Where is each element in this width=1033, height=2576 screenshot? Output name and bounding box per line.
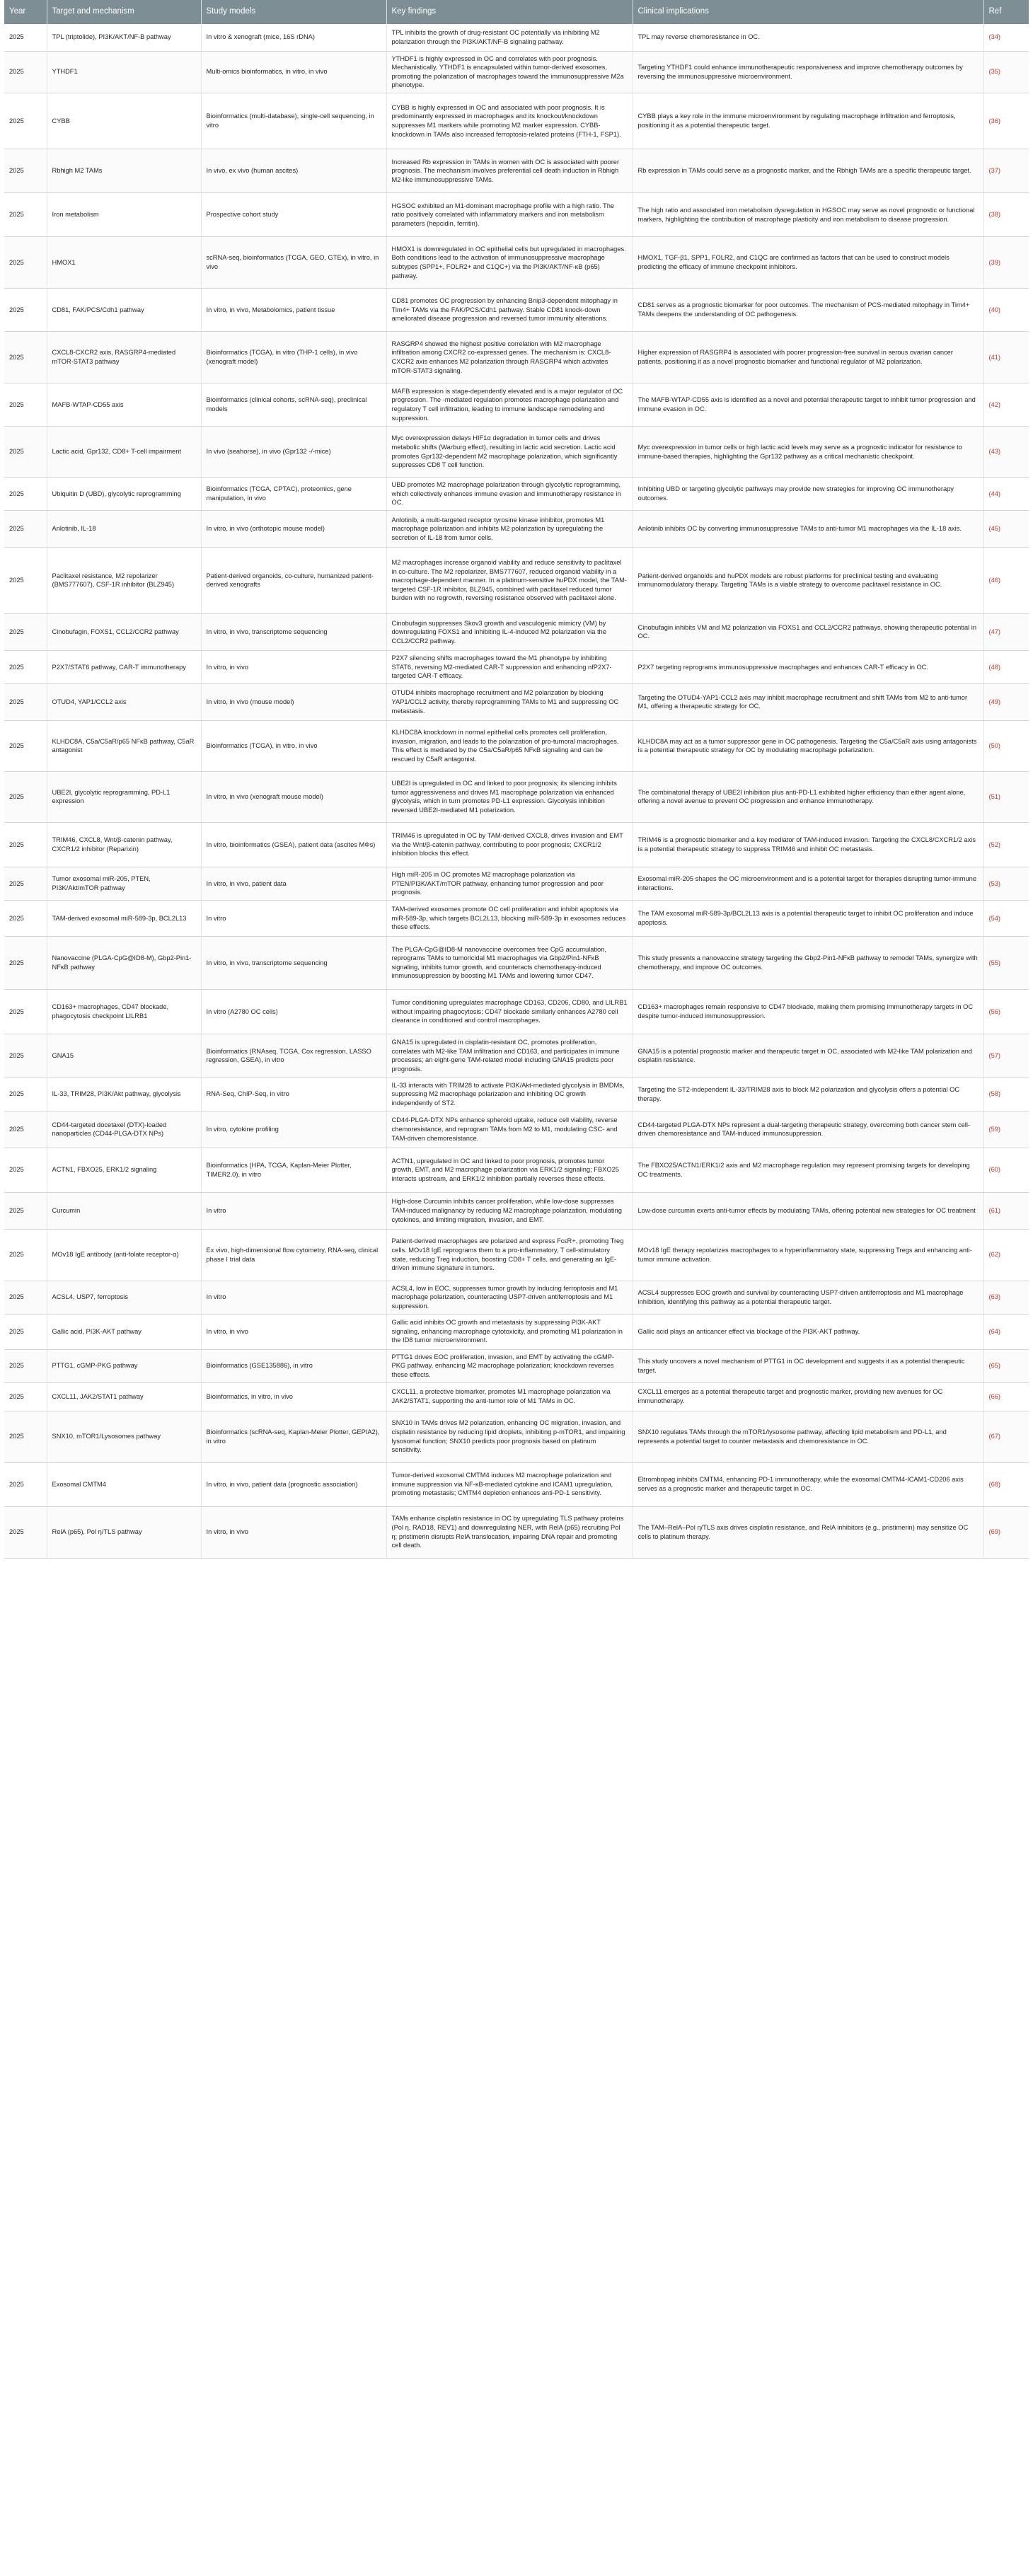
study-models-cell: Bioinformatics (HPA, TCGA, Kaplan-Meier Plotter, TIMER2.0), in vitro [201, 1148, 386, 1192]
year-cell: 2025 [4, 1382, 47, 1411]
year-cell: 2025 [4, 613, 47, 650]
table-row [4, 1314, 1029, 1349]
study-models-cell: In vitro, in vivo (mouse model) [201, 683, 386, 720]
table-row [4, 427, 1029, 478]
year-cell: 2025 [4, 478, 47, 511]
study-models-cell: In vitro, in vivo, Metabolomics, patient tissue [201, 289, 386, 332]
ref-cell: (46) [983, 547, 1029, 613]
table-row [4, 613, 1029, 650]
table-row [4, 1034, 1029, 1078]
clinical-implications-cell: HMOX1, TGF-β1, SPP1, FOLR2, and C1QC are confirmed as factors that can be used to construct models predicting the efficacy of immune checkpoint inhibitors. [633, 237, 983, 289]
table-row [4, 24, 1029, 51]
clinical-implications-cell: KLHDC8A may act as a tumor suppressor gene in OC pathogenesis. Targeting the C5a/C5aR axis using antagonists is a potential therapeutic strategy for OC by modulating macrophage polarization. [633, 720, 983, 771]
study-models-cell: Bioinformatics (TCGA), in vitro, in vivo [201, 720, 386, 771]
key-findings-cell: RASGRP4 showed the highest positive correlation with M2 macrophage infiltration among CXCR2 co-expressed genes. The mechanism is: CXCL8-CXCR2 axis enhances M2 polarization through RASGRP4 which activates mTOR-STAT3 signaling. [386, 332, 633, 383]
target-cell: HMOX1 [47, 237, 201, 289]
table-row [4, 822, 1029, 867]
ref-cell: (52) [983, 822, 1029, 867]
clinical-implications-cell: Targeting the ST2-independent IL-33/TRIM28 axis to block M2 polarization and glycolysis offers a potential OC therapy. [633, 1078, 983, 1111]
ref-cell: (63) [983, 1281, 1029, 1314]
target-cell: CXCL8-CXCR2 axis, RASGRP4-mediated mTOR-STAT3 pathway [47, 332, 201, 383]
table-row [4, 683, 1029, 720]
ref-cell: (45) [983, 510, 1029, 547]
year-cell: 2025 [4, 332, 47, 383]
year-cell: 2025 [4, 427, 47, 478]
clinical-implications-cell: CYBB plays a key role in the immune microenvironment by regulating macrophage infiltration and ferroptosis, positioning it as a potential therapeutic target. [633, 93, 983, 149]
clinical-implications-cell: The TAM–RelA–Pol η/TLS axis drives cisplatin resistance, and RelA inhibitors (e.g., pristimerin) may sensitize OC cells to platinum therapy. [633, 1506, 983, 1558]
key-findings-cell: Tumor conditioning upregulates macrophage CD163, CD206, CD80, and LILRB1 without impairing phagocytosis; CD47 blockade similarly enhances A2780 cell clearance in conditioned and control macrophages. [386, 989, 633, 1034]
target-cell: CYBB [47, 93, 201, 149]
target-cell: Cinobufagin, FOXS1, CCL2/CCR2 pathway [47, 613, 201, 650]
target-cell: TRIM46, CXCL8, Wnt/β-catenin pathway, CXCR1/2 inhibitor (Reparixin) [47, 822, 201, 867]
study-models-cell: Bioinformatics, in vitro, in vivo [201, 1382, 386, 1411]
study-models-cell: In vitro, in vivo [201, 650, 386, 683]
key-findings-cell: KLHDC8A knockdown in normal epithelial cells promotes cell proliferation, invasion, migration, and leads to the polarization of pro-tumoral macrophages. This effect is mediated by the C5a/C5aR/p65 NFκB signaling and can be rescued by C5aR antagonist. [386, 720, 633, 771]
key-findings-cell: Myc overexpression delays HIF1α degradation in tumor cells and drives metabolic shifts (Warburg effect), resulting in lactic acid secretion. Lactic acid promotes Gpr132-dependent M2 macrophage polarization, which significantly suppresses CD8 T cell function. [386, 427, 633, 478]
year-cell: 2025 [4, 989, 47, 1034]
clinical-implications-cell: The high ratio and associated iron metabolism dysregulation in HGSOC may serve as novel prognostic or functional markers, highlighting the contribution of macrophage plasticity and iron metabolism to disease progression. [633, 193, 983, 237]
target-cell: Gallic acid, PI3K-AKT pathway [47, 1314, 201, 1349]
study-models-cell: In vitro, in vivo [201, 1314, 386, 1349]
key-findings-cell: M2 macrophages increase organoid viability and reduce sensitivity to paclitaxel in co-culture. The M2 repolarizer, BMS777607, reduced organoid viability in a macrophage-dependent manner. In a platinum-sensitive huPDX model, the TAM-targeted CSF-1R inhibitor, BLZ945, combined with paclitaxel reduced tumor burden with no regrowth, reversing resistance observed with paclitaxel alone. [386, 547, 633, 613]
ref-cell: (56) [983, 989, 1029, 1034]
clinical-implications-cell: SNX10 regulates TAMs through the mTOR1/lysosome pathway, affecting lipid metabolism and PD-L1, and represents a potential target to counter metastasis and chemoresistance in OC. [633, 1411, 983, 1462]
table-row [4, 867, 1029, 900]
clinical-implications-cell: Cinobufagin inhibits VM and M2 polarization via FOXS1 and CCL2/CCR2 pathways, showing therapeutic potential in OC. [633, 613, 983, 650]
target-cell: ACSL4, USP7, ferroptosis [47, 1281, 201, 1314]
ref-cell: (65) [983, 1349, 1029, 1382]
study-models-cell: In vitro (A2780 OC cells) [201, 989, 386, 1034]
target-cell: Iron metabolism [47, 193, 201, 237]
key-findings-cell: High-dose Curcumin inhibits cancer proliferation, while low-dose suppresses TAM-induced malignancy by reducing M2 macrophage polarization, modulating cytokines, and limiting migration, invasion, and EMT. [386, 1192, 633, 1229]
ref-cell: (59) [983, 1111, 1029, 1148]
ref-cell: (62) [983, 1229, 1029, 1281]
year-cell: 2025 [4, 683, 47, 720]
target-cell: Exosomal CMTM4 [47, 1462, 201, 1506]
table-row [4, 720, 1029, 771]
study-models-cell: Prospective cohort study [201, 193, 386, 237]
key-findings-cell: P2X7 silencing shifts macrophages toward the M1 phenotype by inhibiting STAT6, reversing M2-mediated CAR-T suppression and enhancing nfP2X7-targeted CAR-T efficacy. [386, 650, 633, 683]
table-header [4, 0, 1029, 24]
ref-cell: (36) [983, 93, 1029, 149]
header-clinical-implications: Clinical implications [633, 0, 983, 24]
table-row [4, 193, 1029, 237]
target-cell: Curcumin [47, 1192, 201, 1229]
clinical-implications-cell: ACSL4 suppresses EOC growth and survival by counteracting USP7-driven antiferroptosis and M1 macrophage inhibition, identifying this pathway as a potential therapeutic target. [633, 1281, 983, 1314]
table-row [4, 989, 1029, 1034]
study-models-cell: In vivo, ex vivo (human ascites) [201, 149, 386, 193]
header-key-findings: Key findings [386, 0, 633, 24]
table-row [4, 51, 1029, 93]
table-row [4, 1506, 1029, 1558]
study-models-cell: scRNA-seq, bioinformatics (TCGA, GEO, GTEx), in vitro, in vivo [201, 237, 386, 289]
study-models-cell: In vitro, in vivo [201, 1506, 386, 1558]
target-cell: MOv18 IgE antibody (anti-folate receptor-α) [47, 1229, 201, 1281]
year-cell: 2025 [4, 289, 47, 332]
study-models-cell: In vitro, in vivo, transcriptome sequencing [201, 613, 386, 650]
clinical-implications-cell: Targeting YTHDF1 could enhance immunotherapeutic responsiveness and improve chemotherapy outcomes by reversing the immunosuppressive microenvironment. [633, 51, 983, 93]
year-cell: 2025 [4, 822, 47, 867]
ref-cell: (53) [983, 867, 1029, 900]
key-findings-cell: TAMs enhance cisplatin resistance in OC by upregulating TLS pathway proteins (Pol η, RAD18, REV1) and downregulating NER, with RelA (p65) recruiting Pol η; pristimerin disrupts RelA translocation, impairing DNA repair and promoting cell death. [386, 1506, 633, 1558]
year-cell: 2025 [4, 1192, 47, 1229]
year-cell: 2025 [4, 1229, 47, 1281]
ref-cell: (34) [983, 24, 1029, 51]
ref-cell: (58) [983, 1078, 1029, 1111]
target-cell: Ubiquitin D (UBD), glycolytic reprogramming [47, 478, 201, 511]
ref-cell: (44) [983, 478, 1029, 511]
year-cell: 2025 [4, 720, 47, 771]
study-models-cell: Bioinformatics (scRNA-seq, Kaplan-Meier Plotter, GEPIA2), in vitro [201, 1411, 386, 1462]
study-models-cell: Bioinformatics (TCGA, CPTAC), proteomics, gene manipulation, in vivo [201, 478, 386, 511]
ref-cell: (48) [983, 650, 1029, 683]
year-cell: 2025 [4, 900, 47, 936]
study-models-cell: In vitro & xenograft (mice, 16S rDNA) [201, 24, 386, 51]
header-row [4, 0, 1029, 24]
target-cell: RelA (p65), Pol η/TLS pathway [47, 1506, 201, 1558]
clinical-implications-cell: Higher expression of RASGRP4 is associated with poorer progression-free survival in serous ovarian cancer patients, positioning it as a novel prognostic biomarker and functional regulator of M2 polarization. [633, 332, 983, 383]
table-row [4, 332, 1029, 383]
header-year: Year [4, 0, 47, 24]
study-models-cell: In vitro, in vivo, patient data [201, 867, 386, 900]
key-findings-cell: TRIM46 is upregulated in OC by TAM-derived CXCL8, drives invasion and EMT via the Wnt/β-catenin pathway, contributing to poor prognosis; CXCR1/2 inhibition blocks this effect. [386, 822, 633, 867]
ref-cell: (38) [983, 193, 1029, 237]
ref-cell: (66) [983, 1382, 1029, 1411]
study-models-cell: In vitro, in vivo, transcriptome sequencing [201, 936, 386, 989]
clinical-implications-cell: GNA15 is a potential prognostic marker and therapeutic target in OC, associated with M2-like TAM polarization and cisplatin resistance. [633, 1034, 983, 1078]
target-cell: Nanovaccine (PLGA-CpG@ID8-M), Gbp2-Pin1-NFκB pathway [47, 936, 201, 989]
ref-cell: (55) [983, 936, 1029, 989]
key-findings-cell: CD44-PLGA-DTX NPs enhance spheroid uptake, reduce cell viability, reverse chemoresistance, and reprogram TAMs from M2 to M1, modulating CSC- and TAM-driven chemoresistance. [386, 1111, 633, 1148]
table-row [4, 1078, 1029, 1111]
year-cell: 2025 [4, 383, 47, 427]
study-models-cell: In vitro, cytokine profiling [201, 1111, 386, 1148]
header-study-models: Study models [201, 0, 386, 24]
key-findings-cell: SNX10 in TAMs drives M2 polarization, enhancing OC migration, invasion, and cisplatin resistance by reducing lipid droplets, inhibiting p-mTOR1, and impairing lysosomal function; SNX10 predicts poor prognosis based on platinum sensitivity. [386, 1411, 633, 1462]
target-cell: P2X7/STAT6 pathway, CAR-T immunotherapy [47, 650, 201, 683]
key-findings-cell: YTHDF1 is highly expressed in OC and correlates with poor prognosis. Mechanistically, YTHDF1 is encapsulated within tumor-derived exosomes, promoting the polarization of macrophages toward the immunosuppressive M2a phenotype. [386, 51, 633, 93]
target-cell: CD81, FAK/PCS/Cdh1 pathway [47, 289, 201, 332]
clinical-implications-cell: Myc overexpression in tumor cells or high lactic acid levels may serve as a prognostic indicator for resistance to immune-based therapies, highlighting the Gpr132 pathway as a critical mechanistic checkpoint. [633, 427, 983, 478]
target-cell: PTTG1, cGMP-PKG pathway [47, 1349, 201, 1382]
target-cell: OTUD4, YAP1/CCL2 axis [47, 683, 201, 720]
ref-cell: (41) [983, 332, 1029, 383]
table-row [4, 900, 1029, 936]
ref-cell: (40) [983, 289, 1029, 332]
ref-cell: (37) [983, 149, 1029, 193]
table-row [4, 771, 1029, 822]
key-findings-cell: CXCL11, a protective biomarker, promotes M1 macrophage polarization via JAK2/STAT1, supporting the anti-tumor role of M1 TAMs in OC. [386, 1382, 633, 1411]
ref-cell: (50) [983, 720, 1029, 771]
clinical-implications-cell: Targeting the OTUD4-YAP1-CCL2 axis may inhibit macrophage recruitment and shift TAMs from M2 to anti-tumor M1, offering a therapeutic strategy for OC. [633, 683, 983, 720]
ref-cell: (39) [983, 237, 1029, 289]
key-findings-cell: UBE2I is upregulated in OC and linked to poor prognosis; its silencing inhibits tumor aggressiveness and drives M1 macrophage polarization via enhanced glycolysis, which in turn promotes PD-L1 expression. Glycolysis inhibition reversed UBE2I-mediated M1 polarization. [386, 771, 633, 822]
year-cell: 2025 [4, 149, 47, 193]
header-target: Target and mechanism [47, 0, 201, 24]
key-findings-cell: TPL inhibits the growth of drug-resistant OC potentially via inhibiting M2 polarization through the PI3K/AKT/NF-B signaling pathway. [386, 24, 633, 51]
clinical-implications-cell: CD163+ macrophages remain responsive to CD47 blockade, making them promising immunotherapy targets in OC despite tumor-induced immunosuppression. [633, 989, 983, 1034]
table-body [4, 24, 1029, 1558]
key-findings-cell: Tumor-derived exosomal CMTM4 induces M2 macrophage polarization and immune suppression via NF-κB-mediated cytokine and ICAM1 upregulation, promoting metastasis; CMTM4 depletion enhances anti-PD-1 sensitivity. [386, 1462, 633, 1506]
year-cell: 2025 [4, 1411, 47, 1462]
key-findings-cell: PTTG1 drives EOC proliferation, invasion, and EMT by activating the cGMP-PKG pathway, enhancing M2 macrophage polarization; knockdown reverses these effects. [386, 1349, 633, 1382]
year-cell: 2025 [4, 1506, 47, 1558]
clinical-implications-cell: The TAM exosomal miR-589-3p/BCL2L13 axis is a potential therapeutic target to inhibit OC proliferation and induce apoptosis. [633, 900, 983, 936]
ref-cell: (61) [983, 1192, 1029, 1229]
target-cell: CD44-targeted docetaxel (DTX)-loaded nanoparticles (CD44-PLGA-DTX NPs) [47, 1111, 201, 1148]
key-findings-cell: CYBB is highly expressed in OC and associated with poor prognosis. It is predominantly expressed in macrophages and its knockout/knockdown suppresses M1 markers while promoting M2 marker expression. CYBB-knockdown in TAMs also increased ferroptosis-related proteins (FTH-1, FSP1). [386, 93, 633, 149]
year-cell: 2025 [4, 1349, 47, 1382]
key-findings-cell: IL-33 interacts with TRIM28 to activate PI3K/Akt-mediated glycolysis in BMDMs, suppressing M2 macrophage polarization and inhibiting OC growth independently of ST2. [386, 1078, 633, 1111]
table-row [4, 650, 1029, 683]
table-row [4, 510, 1029, 547]
table-row [4, 1349, 1029, 1382]
table-row [4, 1382, 1029, 1411]
target-cell: GNA15 [47, 1034, 201, 1078]
year-cell: 2025 [4, 193, 47, 237]
year-cell: 2025 [4, 1111, 47, 1148]
study-models-cell: In vitro, bioinformatics (GSEA), patient data (ascites MΦs) [201, 822, 386, 867]
study-models-cell: In vitro, in vivo (xenograft mouse model) [201, 771, 386, 822]
study-models-cell: In vitro [201, 1192, 386, 1229]
target-cell: Anlotinib, IL-18 [47, 510, 201, 547]
ref-cell: (69) [983, 1506, 1029, 1558]
key-findings-cell: UBD promotes M2 macrophage polarization through glycolytic reprogramming, which collectively enhances immune evasion and immunotherapy resistance in OC. [386, 478, 633, 511]
year-cell: 2025 [4, 24, 47, 51]
study-models-cell: Bioinformatics (multi-database), single-cell sequencing, in vitro [201, 93, 386, 149]
key-findings-cell: The PLGA-CpG@ID8-M nanovaccine overcomes free CpG accumulation, reprograms TAMs to tumoricidal M1 macrophages via Gbp2/Pin1-NFκB signaling, inhibits tumor growth, and counteracts chemotherapy-induced immunosuppression by boosting M1 TAMs and lowering tumor CD47. [386, 936, 633, 989]
year-cell: 2025 [4, 237, 47, 289]
year-cell: 2025 [4, 650, 47, 683]
year-cell: 2025 [4, 1034, 47, 1078]
year-cell: 2025 [4, 51, 47, 93]
study-models-cell: RNA-Seq, ChIP-Seq, in vitro [201, 1078, 386, 1111]
key-findings-cell: Gallic acid inhibits OC growth and metastasis by suppressing PI3K-AKT signaling, enhancing macrophage cytotoxicity, and promoting M1 polarization in the ID8 tumor microenvironment. [386, 1314, 633, 1349]
ref-cell: (49) [983, 683, 1029, 720]
table-row [4, 149, 1029, 193]
target-cell: CXCL11, JAK2/STAT1 pathway [47, 1382, 201, 1411]
clinical-implications-cell: Inhibiting UBD or targeting glycolytic pathways may provide new strategies for improving OC immunotherapy outcomes. [633, 478, 983, 511]
study-models-cell: Bioinformatics (clinical cohorts, scRNA-seq), preclinical models [201, 383, 386, 427]
ref-cell: (43) [983, 427, 1029, 478]
clinical-implications-cell: This study uncovers a novel mechanism of PTTG1 in OC development and suggests it as a potential therapeutic target. [633, 1349, 983, 1382]
table-row [4, 383, 1029, 427]
year-cell: 2025 [4, 936, 47, 989]
study-models-cell: In vitro [201, 1281, 386, 1314]
ref-cell: (64) [983, 1314, 1029, 1349]
ref-cell: (60) [983, 1148, 1029, 1192]
clinical-implications-cell: Low-dose curcumin exerts anti-tumor effects by modulating TAMs, offering potential new strategies for OC treatment [633, 1192, 983, 1229]
study-models-cell: In vivo (seahorse), in vivo (Gpr132 -/-mice) [201, 427, 386, 478]
clinical-implications-cell: Eltrombopag inhibits CMTM4, enhancing PD-1 immunotherapy, while the exosomal CMTM4-ICAM1-CD206 axis serves as a prognostic marker and therapeutic target in OC. [633, 1462, 983, 1506]
ref-cell: (57) [983, 1034, 1029, 1078]
ref-cell: (54) [983, 900, 1029, 936]
target-cell: UBE2I, glycolytic reprogramming, PD-L1 expression [47, 771, 201, 822]
study-models-cell: In vitro, in vivo (orthotopic mouse model) [201, 510, 386, 547]
target-cell: MAFB-WTAP-CD55 axis [47, 383, 201, 427]
study-models-cell: Patient-derived organoids, co-culture, humanized patient-derived xenografts [201, 547, 386, 613]
study-models-cell: Bioinformatics (GSE135886), in vitro [201, 1349, 386, 1382]
clinical-implications-cell: Exosomal miR-205 shapes the OC microenvironment and is a potential target for therapies disrupting tumor-immune interactions. [633, 867, 983, 900]
key-findings-cell: Patient-derived macrophages are polarized and express FcεR+, promoting Treg cells. MOv18 IgE reprograms them to a pro-inflammatory, T cell-stimulatory state, reducing Treg induction, boosting CD8+ T cells, and generating an IgE-driven immune signature in tumors. [386, 1229, 633, 1281]
year-cell: 2025 [4, 1148, 47, 1192]
clinical-implications-cell: CD81 serves as a prognostic biomarker for poor outcomes. The mechanism of PCS-mediated mitophagy in Tim4+ TAMs deepens the understanding of OC pathogenesis. [633, 289, 983, 332]
study-models-cell: In vitro [201, 900, 386, 936]
key-findings-cell: ACSL4, low in EOC, suppresses tumor growth by inducing ferroptosis and M1 macrophage polarization, counteracting USP7-driven antiferroptosis and M1 suppression. [386, 1281, 633, 1314]
table-row [4, 93, 1029, 149]
table-row [4, 1229, 1029, 1281]
clinical-implications-cell: MOv18 IgE therapy repolarizes macrophages to a hyperinflammatory state, suppressing Tregs and enhancing anti-tumor immune activation. [633, 1229, 983, 1281]
table-row [4, 1148, 1029, 1192]
target-cell: CD163+ macrophages, CD47 blockade, phagocytosis checkpoint LILRB1 [47, 989, 201, 1034]
key-findings-cell: HGSOC exhibited an M1-dominant macrophage profile with a high ratio. The ratio positively correlated with inflammatory markers and iron metabolism parameters (hepcidin, ferritin). [386, 193, 633, 237]
table-row [4, 1192, 1029, 1229]
clinical-implications-cell: TRIM46 is a prognostic biomarker and a key mediator of TAM-induced invasion. Targeting the CXCL8/CXCR1/2 axis is a potential therapeutic strategy to suppress TRIM46 and inhibit OC metastasis. [633, 822, 983, 867]
study-models-cell: In vitro, in vivo, patient data (prognostic association) [201, 1462, 386, 1506]
year-cell: 2025 [4, 547, 47, 613]
clinical-implications-cell: CXCL11 emerges as a potential therapeutic target and prognostic marker, providing new avenues for OC immunotherapy. [633, 1382, 983, 1411]
target-cell: Lactic acid, Gpr132, CD8+ T-cell impairment [47, 427, 201, 478]
table-row [4, 289, 1029, 332]
key-findings-cell: HMOX1 is downregulated in OC epithelial cells but upregulated in macrophages. Both conditions lead to the activation of immunosuppressive macrophage subtypes (SPP1+, FOLR2+ and C1QC+) via the PI3K/AKT/NF-κB (p65) pathway. [386, 237, 633, 289]
target-cell: TAM-derived exosomal miR-589-3p, BCL2L13 [47, 900, 201, 936]
key-findings-cell: Increased Rb expression in TAMs in women with OC is associated with poorer prognosis. The mechanism involves preferential cell death induction in Rbhigh M2-like immunosuppressive TAMs. [386, 149, 633, 193]
target-cell: KLHDC8A, C5a/C5aR/p65 NFκB pathway, C5aR antagonist [47, 720, 201, 771]
year-cell: 2025 [4, 867, 47, 900]
key-findings-cell: OTUD4 inhibits macrophage recruitment and M2 polarization by blocking YAP1/CCL2 activity, thereby reprogramming TAMs to M1 and suppressing OC metastasis. [386, 683, 633, 720]
target-cell: YTHDF1 [47, 51, 201, 93]
clinical-implications-cell: Gallic acid plays an anticancer effect via blockage of the PI3K-AKT pathway. [633, 1314, 983, 1349]
year-cell: 2025 [4, 510, 47, 547]
table-row [4, 237, 1029, 289]
key-findings-cell: MAFB expression is stage-dependently elevated and is a major regulator of OC progression. The -mediated regulation promotes macrophage polarization and regulatory T cell infiltration, leading to immune landscape remodeling and suppression. [386, 383, 633, 427]
ref-cell: (42) [983, 383, 1029, 427]
year-cell: 2025 [4, 93, 47, 149]
clinical-implications-cell: Patient-derived organoids and huPDX models are robust platforms for preclinical testing and evaluating immunomodulatory therapy. Targeting TAMs is a viable strategy to overcome paclitaxel resistance in OC. [633, 547, 983, 613]
key-findings-cell: CD81 promotes OC progression by enhancing Bnip3-dependent mitophagy in Tim4+ TAMs via the FAK/PCS/Cdh1 pathway. Stable CD81 knock-down ameliorated disease progression and reversed tumor immunity alterations. [386, 289, 633, 332]
key-findings-cell: Cinobufagin suppresses Skov3 growth and vasculogenic mimicry (VM) by downregulating FOXS1 and inhibiting IL-4-induced M2 polarization via the CCL2/CCR2 pathway. [386, 613, 633, 650]
table-row [4, 1111, 1029, 1148]
year-cell: 2025 [4, 1281, 47, 1314]
ref-cell: (47) [983, 613, 1029, 650]
clinical-implications-cell: The FBXO25/ACTN1/ERK1/2 axis and M2 macrophage regulation may represent promising targets for developing OC treatments. [633, 1148, 983, 1192]
ref-cell: (68) [983, 1462, 1029, 1506]
year-cell: 2025 [4, 771, 47, 822]
year-cell: 2025 [4, 1078, 47, 1111]
clinical-implications-cell: The combinatorial therapy of UBE2I inhibition plus anti-PD-L1 exhibited higher efficiency than either agent alone, offering a novel avenue to prevent OC progression and enhance immunotherapy. [633, 771, 983, 822]
table-row [4, 1281, 1029, 1314]
target-cell: IL-33, TRIM28, PI3K/Akt pathway, glycolysis [47, 1078, 201, 1111]
target-cell: ACTN1, FBXO25, ERK1/2 signaling [47, 1148, 201, 1192]
clinical-implications-cell: This study presents a nanovaccine strategy targeting the Gbp2-Pin1-NFκB pathway to remodel TAMs, synergize with chemotherapy, and improve OC outcomes. [633, 936, 983, 989]
target-cell: Tumor exosomal miR-205, PTEN, PI3K/Akt/mTOR pathway [47, 867, 201, 900]
clinical-implications-cell: Rb expression in TAMs could serve as a prognostic marker, and the Rbhigh TAMs are a specific therapeutic target. [633, 149, 983, 193]
study-models-cell: Bioinformatics (RNAseq, TCGA, Cox regression, LASSO regression, GSEA), in vitro [201, 1034, 386, 1078]
key-findings-cell: Anlotinib, a multi-targeted receptor tyrosine kinase inhibitor, promotes M1 macrophage polarization and inhibits M2 polarization by upregulating the secretion of IL-18 from tumor cells. [386, 510, 633, 547]
study-models-cell: Multi-omics bioinformatics, in vitro, in vivo [201, 51, 386, 93]
table-row [4, 547, 1029, 613]
ref-cell: (35) [983, 51, 1029, 93]
key-findings-cell: TAM-derived exosomes promote OC cell proliferation and inhibit apoptosis via miR-589-3p, which targets BCL2L13, blocking miR-589-3p in exosomes reduces these effects. [386, 900, 633, 936]
target-cell: TPL (triptolide), PI3K/AKT/NF-B pathway [47, 24, 201, 51]
year-cell: 2025 [4, 1314, 47, 1349]
target-cell: Rbhigh M2 TAMs [47, 149, 201, 193]
studies-table [4, 0, 1029, 1559]
target-cell: Paclitaxel resistance, M2 repolarizer (BMS777607), CSF-1R inhibitor (BLZ945) [47, 547, 201, 613]
key-findings-cell: High miR-205 in OC promotes M2 macrophage polarization via PTEN/PI3K/AKT/mTOR pathway, enhancing tumor progression and poor prognosis. [386, 867, 633, 900]
study-models-cell: Ex vivo, high-dimensional flow cytometry, RNA-seq, clinical phase I trial data [201, 1229, 386, 1281]
target-cell: SNX10, mTOR1/Lysosomes pathway [47, 1411, 201, 1462]
ref-cell: (67) [983, 1411, 1029, 1462]
clinical-implications-cell: CD44-targeted PLGA-DTX NPs represent a dual-targeting therapeutic strategy, overcoming both cancer stem cell-driven chemoresistance and TAM-induced immunosuppression. [633, 1111, 983, 1148]
table-row [4, 1411, 1029, 1462]
clinical-implications-cell: The MAFB-WTAP-CD55 axis is identified as a novel and potential therapeutic target to inhibit tumor progression and immune evasion in OC. [633, 383, 983, 427]
study-models-cell: Bioinformatics (TCGA), in vitro (THP-1 cells), in vivo (xenograft model) [201, 332, 386, 383]
clinical-implications-cell: TPL may reverse chemoresistance in OC. [633, 24, 983, 51]
table-row [4, 936, 1029, 989]
ref-cell: (51) [983, 771, 1029, 822]
clinical-implications-cell: Anlotinib inhibits OC by converting immunosuppressive TAMs to anti-tumor M1 macrophages via the IL-18 axis. [633, 510, 983, 547]
header-ref: Ref [983, 0, 1029, 24]
table-row [4, 478, 1029, 511]
key-findings-cell: ACTN1, upregulated in OC and linked to poor prognosis, promotes tumor growth, EMT, and M2 macrophage polarization via ERK1/2 signaling; FBXO25 interacts upstream, and ERK1/2 inhibition partially reverses these effects. [386, 1148, 633, 1192]
year-cell: 2025 [4, 1462, 47, 1506]
clinical-implications-cell: P2X7 targeting reprograms immunosuppressive macrophages and enhances CAR-T efficacy in OC. [633, 650, 983, 683]
key-findings-cell: GNA15 is upregulated in cisplatin-resistant OC, promotes proliferation, correlates with M2-like TAM infiltration and CD163, and participates in immune processes; an eight-gene TAM-related model including GNA15 predicts poor prognosis. [386, 1034, 633, 1078]
table-row [4, 1462, 1029, 1506]
